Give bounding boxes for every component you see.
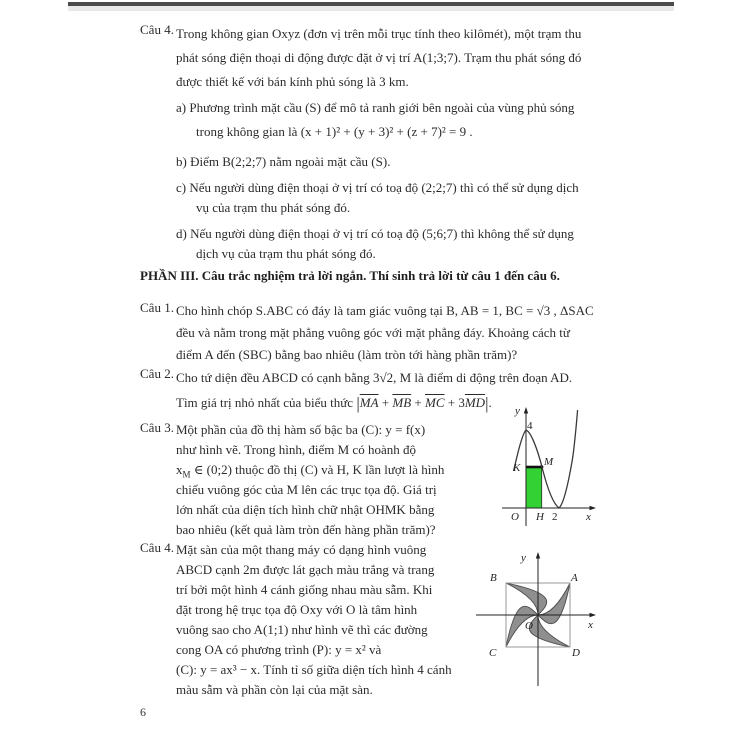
fig1-point-H-label: H xyxy=(536,511,544,523)
text-line: vuông sao cho A(1;1) như hình vẽ thì các đường xyxy=(176,622,428,637)
coefficient-3: 3 xyxy=(458,395,465,410)
question-number-cau4-floor: Câu 4. xyxy=(140,540,174,555)
x-axis-arrow xyxy=(590,506,597,510)
subscript-line xyxy=(176,460,488,480)
question-body-cau1 xyxy=(176,300,636,366)
fig1-origin-label: O xyxy=(511,511,519,523)
formula-prefix: Tìm giá trị nhỏ nhất của biểu thức xyxy=(176,395,357,410)
statement-c-line: c) Nếu người dùng điện thoại ở vị trí có toạ độ (2;2;7) thì có thể sử dụng dịch xyxy=(176,180,579,195)
var-x: x xyxy=(176,462,183,477)
text-line: cong OA có phương trình (P): y = x² và xyxy=(176,642,382,657)
fig2-corner-C-label: C xyxy=(489,647,497,659)
text-line: trí bởi một hình 4 cánh giống nhau màu sẫm. Khi xyxy=(176,582,433,597)
statement-d-line2: dịch vụ của trạm thu phát sóng đó. xyxy=(196,246,376,261)
text-line: bao nhiêu (kết quả làm tròn đến hàng phần trăm)? xyxy=(176,522,436,537)
statement-a-formula: trong không gian là (x + 1)² + (y + 3)² + (z + 7)² = 9 . xyxy=(196,124,473,139)
text-line: đều và nằm trong mặt phẳng vuông góc với mặt phẳng đáy. Khoảng cách từ xyxy=(176,325,570,340)
plus-op: + xyxy=(378,395,393,410)
vector-MD: $\overline{MD}$ xyxy=(464,395,486,410)
statement-a-line: a) Phương trình mặt cầu (S) để mô tả ranh giới bên ngoài của vùng phủ sóng xyxy=(176,100,575,115)
fig1-point-M-label: M xyxy=(544,456,554,468)
statement-b-line: b) Điểm B(2;2;7) nằm ngoài mặt cầu (S). xyxy=(176,154,391,169)
plus-op: + xyxy=(444,395,459,410)
fig2-corner-B-label: B xyxy=(490,572,497,584)
period: . xyxy=(488,395,492,410)
section-heading-part3: PHẦN III. Câu trắc nghiệm trả lời ngắn. Thí sinh trả lời từ câu 1 đến câu 6. xyxy=(140,268,560,283)
text-line: điểm A đến (SBC) bằng bao nhiêu (làm tròn tới hàng phần trăm)? xyxy=(176,347,518,362)
fig2-corner-A-label: A xyxy=(571,572,578,584)
fig2-y-axis-label: y xyxy=(521,552,526,564)
line-rest: ∈ (0;2) thuộc đồ thị (C) và H, K lần lượt là hình xyxy=(190,462,445,477)
text-line: Cho tứ diện đều ABCD có cạnh bằng 3√2, M là điểm di động trên đoạn AD. xyxy=(176,370,573,385)
text-line: chiếu vuông góc của M lên các trục tọa độ. Giá trị xyxy=(176,482,437,497)
text-line: màu sẫm và phần còn lại của mặt sàn. xyxy=(176,682,373,697)
statement-c-line2: vụ của trạm thu phát sóng đó. xyxy=(196,200,351,215)
text-line: phát sóng điện thoại di động được đặt ở vị trí A(1;3;7). Trạm thu phát sóng đó xyxy=(176,50,582,65)
question-body-cau4-floor xyxy=(176,540,488,700)
fig1-x-axis-label: x xyxy=(586,511,591,523)
fig2-origin-label: O xyxy=(525,620,533,632)
question-number-cau2: Câu 2. xyxy=(140,366,174,381)
fig1-tick-2-label: 2 xyxy=(552,511,558,523)
fig1-y-axis-label: y xyxy=(515,405,520,417)
text-line: Mặt sàn của một thang máy có dạng hình vuông xyxy=(176,542,427,557)
sub-M: M xyxy=(182,469,191,480)
rectangle-OHMK xyxy=(526,467,542,508)
fig2-x-axis-label: x xyxy=(588,619,593,631)
x-axis-arrow xyxy=(590,613,597,617)
text-line: ABCD cạnh 2m được lát gạch màu trắng và trang xyxy=(176,562,435,577)
vector-MB: $\overline{MB}$ xyxy=(392,395,412,410)
top-crop-strip-light xyxy=(68,6,674,11)
text-line: như hình vẽ. Trong hình, điểm M có hoành độ xyxy=(176,442,416,457)
text-line: được thiết kế với bán kính phủ sóng là 3 km. xyxy=(176,74,409,89)
y-axis-arrow xyxy=(536,552,540,559)
page-number: 6 xyxy=(140,705,146,719)
question-number-cau4-space: Câu 4. xyxy=(140,22,174,37)
text-line: lớn nhất của diện tích hình chữ nhật OHMK bằng xyxy=(176,502,435,517)
fig2-corner-D-label: D xyxy=(572,647,580,659)
abs-bar-close: | xyxy=(485,394,489,413)
text-line: (C): y = ax³ − x. Tính tỉ số giữa diện tích hình 4 cánh xyxy=(176,662,452,677)
vector-MC: $\overline{MC}$ xyxy=(425,395,445,410)
fig1-point-K-label: K xyxy=(513,462,521,474)
vector-MA: $\overline{MA}$ xyxy=(359,395,379,410)
plus-op: + xyxy=(411,395,425,410)
question-number-cau3: Câu 3. xyxy=(140,420,174,435)
fig1-peak-value-label: 4 xyxy=(527,420,533,432)
text-line: Trong không gian Oxyz (đơn vị trên mỗi trục tính theo kilômét), một trạm thu xyxy=(176,26,582,41)
text-line: đặt trong hệ trục tọa độ Oxy với O là tâm hình xyxy=(176,602,418,617)
figure-cubic-graph xyxy=(497,404,609,535)
figure-pinwheel xyxy=(476,548,602,693)
text-line: Một phần của đồ thị hàm số bậc ba (C): y = f(x) xyxy=(176,422,426,437)
statement-d-line: d) Nếu người dùng điện thoại ở vị trí có toạ độ (5;6;7) thì không thể sử dụng xyxy=(176,226,574,241)
y-axis-arrow xyxy=(524,407,528,414)
text-line: Cho hình chóp S.ABC có đáy là tam giác vuông tại B, AB = 1, BC = √3 , ΔSAC xyxy=(176,303,594,318)
question-number-cau1: Câu 1. xyxy=(140,300,174,315)
question-body-cau4-space xyxy=(176,22,636,264)
question-body-cau3 xyxy=(176,420,488,540)
abs-bar-open: | xyxy=(356,394,360,413)
